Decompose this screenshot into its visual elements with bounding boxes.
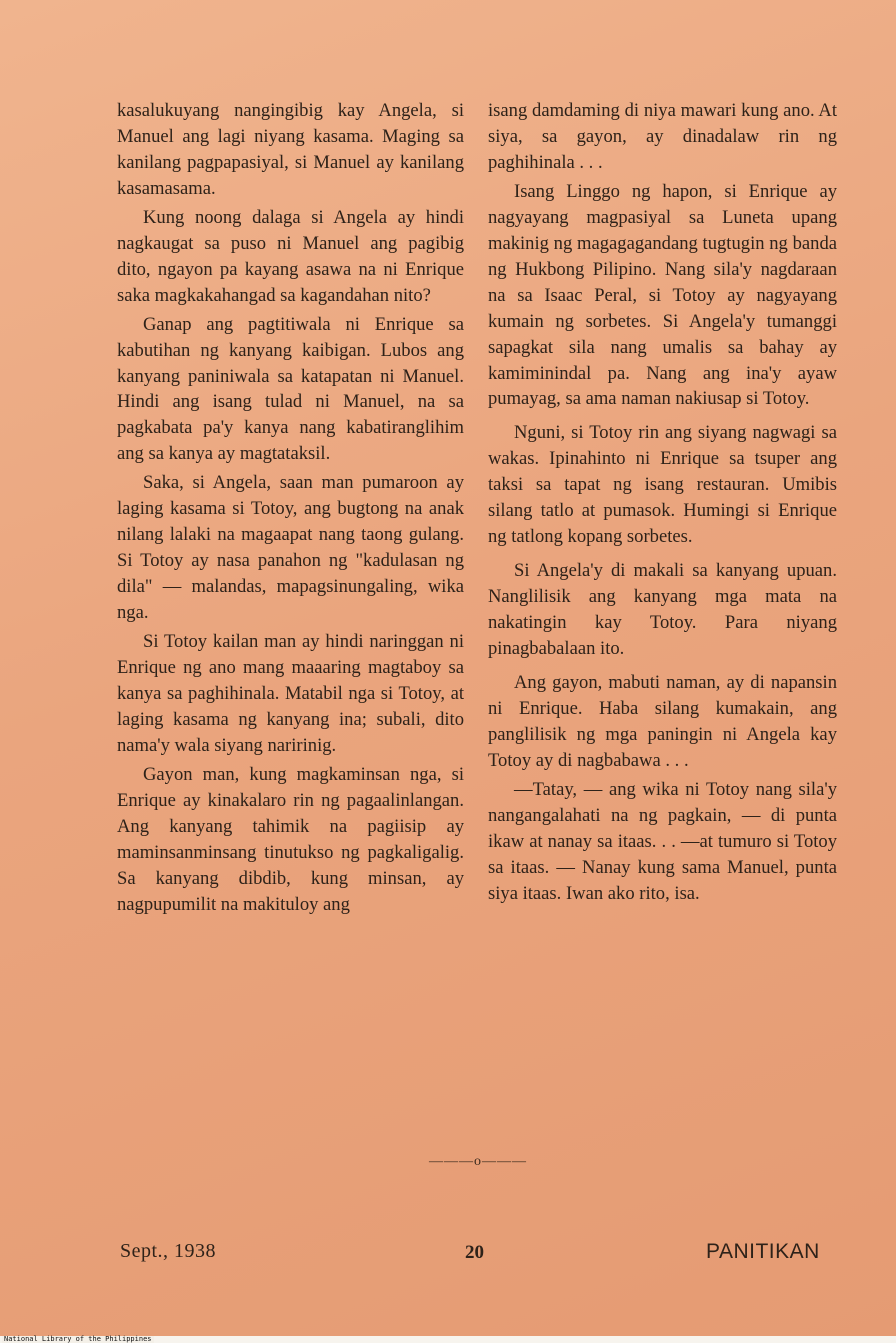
section-divider: ———o——— bbox=[429, 1154, 527, 1169]
paragraph: Kung noong dalaga si Angela ay hindi nagkaugat sa puso ni Manuel ang pagibig dito, ngayon pa kayang asawa na ni Enrique saka magkakahangad sa kagandahan nito? bbox=[117, 206, 464, 306]
footer-date: Sept., 1938 bbox=[120, 1240, 217, 1262]
paragraph: Nguni, si Totoy rin ang siyang nagwagi sa wakas. Ipinahinto ni Enrique sa tsuper ang taksi sa tapat ng isang restauran. Umibis silang tatlo at pumasok. Humingi si Enrique ng tatlong kopang sorbetes. bbox=[488, 422, 837, 548]
paragraph: isang damdaming di niya mawari kung ano. At siya, sa gayon, ay dinadalaw rin ng paghihinala . . . bbox=[488, 100, 837, 173]
paragraph: Isang Linggo ng hapon, si Enrique ay nagyayang magpasiyal sa Luneta upang makinig ng magagagandang tugtugin ng banda ng Hukbong Pilipino. Nang sila'y nagdaraan na sa Isaac Peral, si Totoy ay nagyayang kumain ng sorbetes. Si Angela'y tumanggi sapagkat sila nang umalis sa bahay ay kamiminindal pa. Nang ang ina'y ayaw pumayag, sa ama naman nakiusap si Totoy. bbox=[488, 180, 837, 410]
paragraph: Ganap ang pagtitiwala ni Enrique sa kabutihan ng kanyang kaibigan. Lubos ang kanyang paniniwala sa katapatan ni Manuel. Hindi ang isang tulad ni Manuel, na sa pagkabata pa'y kanya nang kabatiranglihim ang sa kanya ay magtataksil. bbox=[117, 313, 464, 465]
paragraph: Si Angela'y di makali sa kanyang upuan. Nanglilisik ang kanyang mga mata na nakatingin kay Totoy. Para niyang pinagbabalaan ito. bbox=[488, 560, 837, 660]
paragraph: Saka, si Angela, saan man pumaroon ay laging kasama si Totoy, ang bugtong na anak nilang lalaki na magaapat nang taong gulang. Si Totoy ay nasa panahon ng "kadulasan ng dila" — malandas, mapagsinungaling, wika nga. bbox=[117, 472, 464, 624]
paragraph: Ang gayon, mabuti naman, ay di napansin ni Enrique. Haba silang kumakain, ang panglilisik ng mga paningin ni Angela kay Totoy ay di nagbabawa . . . bbox=[488, 672, 837, 771]
left-column bbox=[117, 98, 464, 921]
footer-page-number: 20 bbox=[465, 1242, 484, 1263]
footer-magazine-title: PANITIKAN bbox=[706, 1240, 820, 1263]
paragraph: Si Totoy kailan man ay hindi naringgan ni Enrique ng ano mang maaaring magtaboy sa kanya sa paghihinala. Matabil nga si Totoy, at laging kasama ng kanyang ina; subali, dito nama'y wala siyang naririnig. bbox=[117, 631, 464, 756]
library-attribution: National Library of the Philippines bbox=[4, 1335, 152, 1343]
paragraph: —Tatay, — ang wika ni Totoy nang sila'y nangangalahati na ng pagkain, — di punta ikaw at nanay sa itaas. . . —at tumuro si Totoy sa itaas. — Nanay kung sama Manuel, punta siya itaas. Iwan ako rito, isa. bbox=[488, 778, 837, 904]
paragraph: Gayon man, kung magkaminsan nga, si Enrique ay kinakalaro rin ng pagaalinlangan. Ang kanyang tahimik na pagiisip ay maminsanminsang tinutukso ng pagkaligalig. Sa kanyang dibdib, kung minsan, ay nagpupumilit na makituloy ang bbox=[117, 763, 464, 915]
right-column bbox=[488, 98, 837, 910]
paragraph: kasalukuyang nangingibig kay Angela, si Manuel ang lagi niyang kasama. Maging sa kanilang pagpapasiyal, si Manuel ay kanilang kasamasama. bbox=[117, 100, 464, 199]
